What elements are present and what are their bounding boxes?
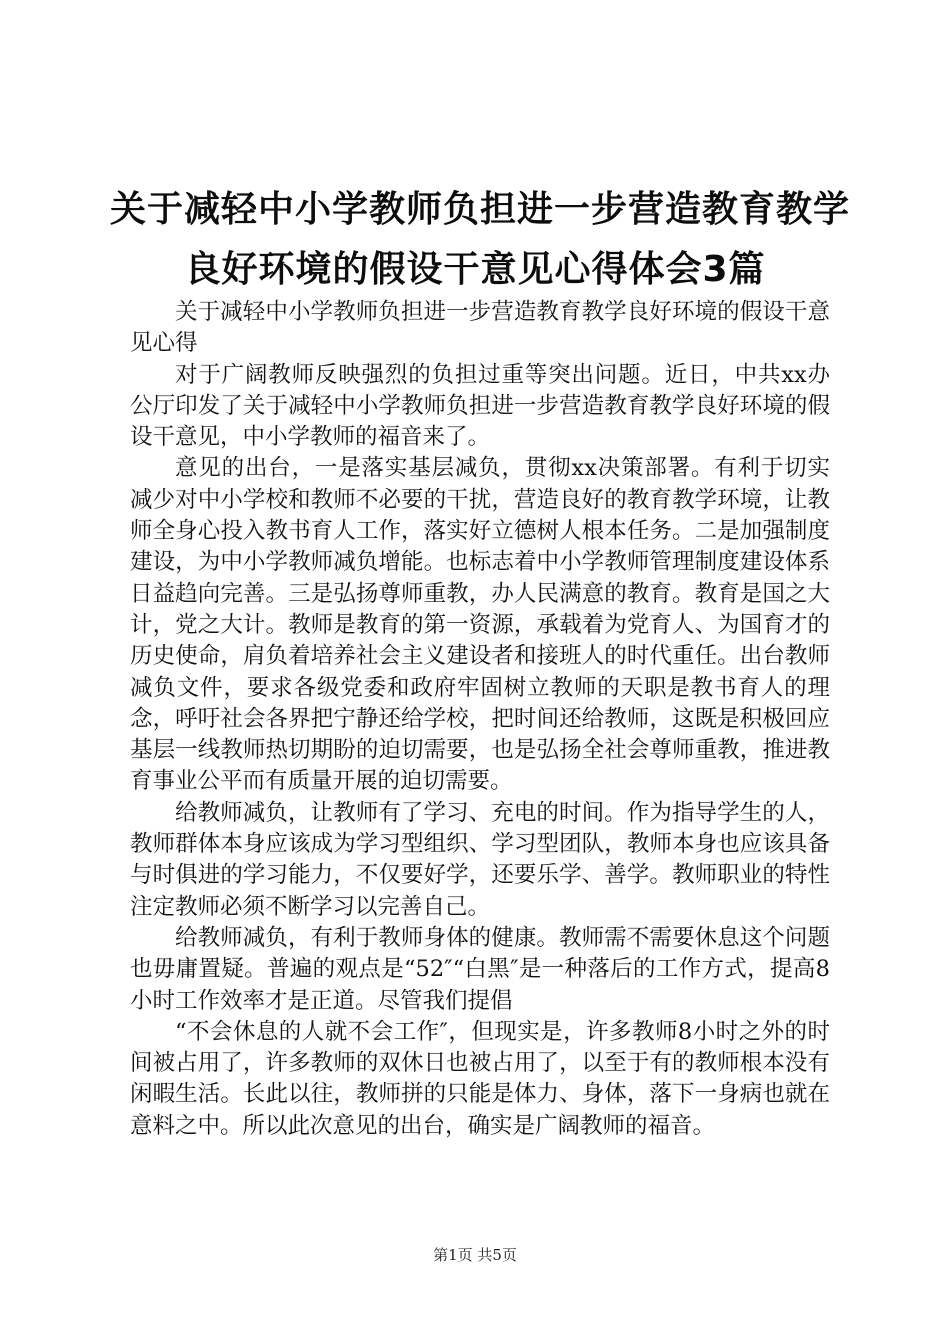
paragraph-1: 关于减轻中小学教师负担进一步营造教育教学良好环境的假设干意见心得 — [130, 299, 830, 357]
paragraph-6: “不会休息的人就不会工作″，但现实是，许多教师8小时之外的时间被占用了，许多教师的双休日也被占用了，以至于有的教师根本没有闲暇生活。长此以往，教师拼的只能是体力、身体，落下一身病也就在意料之中。所以此次意见的出台，确实是广阔教师的福音。 — [130, 1018, 830, 1139]
page-number-current: 第1页 — [433, 1246, 473, 1264]
title-line-2: 良好环境的假设干意见心得体会3篇 — [184, 249, 766, 290]
document-title — [110, 180, 851, 300]
paragraph-2: 对于广阔教师反映强烈的负担过重等突出问题。近日，中共xx办公厅印发了关于减轻中小学教师负担进一步营造教育教学良好环境的假设干意见，中小学教师的福音来了。 — [130, 361, 830, 451]
document-body — [130, 297, 830, 1142]
title-line-1: 关于减轻中小学教师负担进一步营造教育教学 — [110, 189, 851, 230]
paragraph-5: 给教师减负，有利于教师身体的健康。教师需不需要休息这个问题也毋庸置疑。普遍的观点是“52″“白黑″是一种落后的工作方式，提高8小时工作效率才是正道。尽管我们提倡 — [130, 924, 830, 1014]
paragraph-4: 给教师减负，让教师有了学习、充电的时间。作为指导学生的人，教师群体本身应该成为学习型组织、学习型团队，教师本身也应该具备与时俱进的学习能力，不仅要好学，还要乐学、善学。教师职业的特性注定教师必须不断学习以完善自己。 — [130, 799, 830, 920]
page-number-total: 共5页 — [477, 1246, 517, 1264]
page-footer — [0, 1244, 950, 1265]
paragraph-3: 意见的出台，一是落实基层减负，贯彻xx决策部署。有利于切实减少对中小学校和教师不必要的干扰，营造良好的教育教学环境，让教师全身心投入教书育人工作，落实好立德树人根本任务。二是加强制度建设，为中小学教师减负增能。也标志着中小学教师管理制度建设体系日益趋向完善。三是弘扬尊师重教，办人民满意的教育。教育是国之大计，党之大计。教师是教育的第一资源，承载着为党育人、为国育才的历史使命，肩负着培养社会主义建设者和接班人的时代重任。出台教师减负文件，要求各级党委和政府牢固树立教师的天职是教书育人的理念，呼吁社会各界把宁静还给学校，把时间还给教师，这既是积极回应基层一线教师热切期盼的迫切需要，也是弘扬全社会尊师重教，推进教育事业公平而有质量开展的迫切需要。 — [130, 455, 830, 795]
